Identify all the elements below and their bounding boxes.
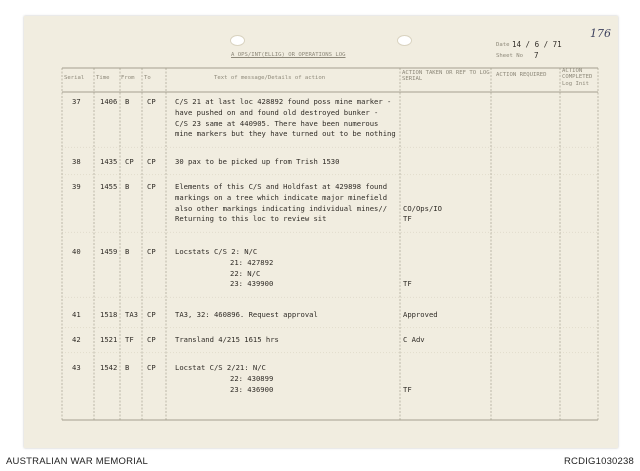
action-taken: TF (403, 384, 412, 394)
message-to: CP (147, 247, 156, 256)
message-text-line: mine markers but they have turned out to be nothing (175, 129, 396, 139)
serial-number: 39 (72, 182, 81, 191)
sheet-value: 7 (534, 51, 539, 60)
message-text-line: Elements of this C/S and Holdfast at 429898 found (175, 182, 388, 191)
message-to: CP (147, 182, 156, 191)
message-to: CP (147, 157, 156, 166)
action-taken: TF (403, 279, 412, 289)
message-text-line: Locstats C/S 2: N/C (175, 247, 258, 256)
action-taken: C Adv (403, 335, 425, 344)
column-header: Time (96, 75, 110, 81)
message-time: 1542 (100, 363, 118, 372)
message-text-line: 23: 439900 (230, 279, 274, 289)
message-time: 1406 (100, 97, 118, 106)
message-time: 1521 (100, 335, 118, 344)
message-to: CP (147, 335, 156, 344)
message-to: CP (147, 363, 156, 372)
serial-number: 42 (72, 335, 81, 344)
message-from: TA3 (125, 310, 138, 319)
column-header: Text of message/Details of action (214, 75, 326, 81)
message-text-line: 30 pax to be picked up from Trish 1530 (175, 157, 340, 166)
date-label: Date (496, 42, 510, 48)
column-header: ACTION COMPLETED Log Init (562, 68, 593, 87)
message-text-line: markings on a tree which indicate major minefield (175, 192, 388, 202)
message-text-line: Returning to this loc to review sit (175, 214, 327, 224)
action-taken: Approved (403, 310, 438, 319)
message-text-line: TA3, 32: 460896. Request approval (175, 310, 318, 319)
log-title: A OPS/INT(ELLIG) OR OPERATIONS LOG (231, 52, 346, 58)
column-header: ACTION REQUIRED (496, 72, 547, 78)
message-text-line: 22: N/C (230, 268, 261, 278)
serial-number: 37 (72, 97, 81, 106)
serial-number: 38 (72, 157, 81, 166)
log-sheet (24, 16, 618, 448)
column-header: To (144, 75, 151, 81)
archive-reference: RCDIG1030238 (564, 456, 634, 467)
message-from: TF (125, 335, 134, 344)
sheet-label: Sheet No (496, 53, 523, 59)
serial-number: 41 (72, 310, 81, 319)
action-taken: TF (403, 214, 412, 224)
message-time: 1459 (100, 247, 118, 256)
archive-credit: AUSTRALIAN WAR MEMORIAL (6, 456, 149, 467)
message-text-line: C/S 23 same at 440905. There have been numerous (175, 118, 379, 128)
message-time: 1435 (100, 157, 118, 166)
serial-number: 43 (72, 363, 81, 372)
message-from: B (125, 247, 130, 256)
column-header: From (121, 75, 135, 81)
column-header: Serial (64, 75, 85, 81)
message-from: B (125, 97, 130, 106)
message-text-line: also other markings indicating individual mines// (175, 203, 388, 213)
page-number: 176 (590, 27, 611, 40)
message-to: CP (147, 310, 156, 319)
serial-number: 40 (72, 247, 81, 256)
message-text-line: have pushed on and found old destroyed bunker - (175, 107, 379, 117)
message-text-line: 22: 430899 (230, 373, 274, 383)
date-value: 14 / 6 / 71 (512, 40, 562, 49)
message-to: CP (147, 97, 156, 106)
message-time: 1518 (100, 310, 118, 319)
message-from: B (125, 363, 130, 372)
column-header: ACTION TAKEN OR REF TO LOG SERIAL (402, 70, 490, 83)
action-taken: CO/Ops/IO (403, 203, 442, 213)
message-text-line: 23: 436900 (230, 384, 274, 394)
message-text-line: Transland 4/215 1615 hrs (175, 335, 279, 344)
message-text-line: 21: 427892 (230, 257, 274, 267)
message-text-line: Locstat C/S 2/21: N/C (175, 363, 266, 372)
message-from: B (125, 182, 130, 191)
message-time: 1455 (100, 182, 118, 191)
message-text-line: C/S 21 at last loc 428892 found poss mine marker - (175, 97, 392, 106)
message-from: CP (125, 157, 134, 166)
